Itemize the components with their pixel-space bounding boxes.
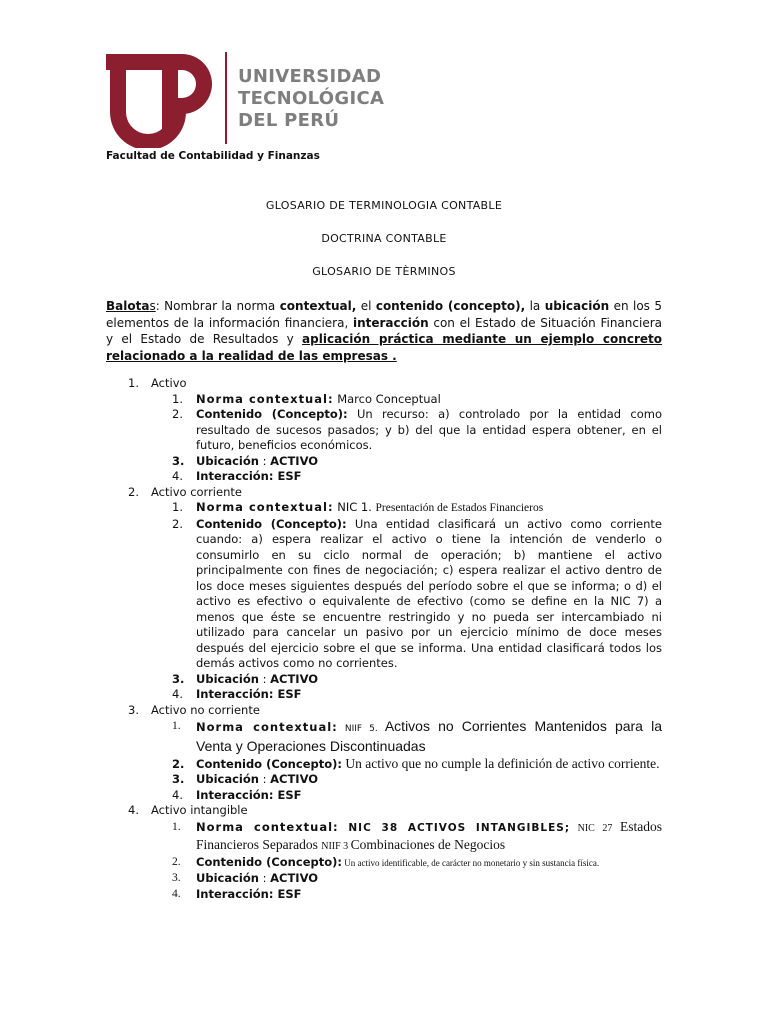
- norma-value-niif3: NIIF 3: [321, 840, 351, 852]
- ubicacion-label: Ubicación: [196, 671, 259, 686]
- logo-line-3: DEL PERÚ: [238, 110, 340, 131]
- sub-item-ubicacion: [0, 454, 662, 470]
- ubicacion-label: Ubicación: [196, 772, 259, 786]
- contenido-label: Contenido (Concepto):: [196, 854, 342, 869]
- sub-number: 3.: [172, 772, 185, 786]
- norma-value-title: Presentación de Estados Financieros: [375, 502, 544, 514]
- sub-item-contenido: [0, 517, 662, 672]
- interaccion-label: Interacción: ESF: [196, 469, 302, 483]
- norma-label: Norma contextual:: [196, 391, 334, 406]
- item-number: 4.: [128, 803, 139, 817]
- ubicacion-sep: :: [258, 671, 271, 686]
- norma-value: NIIF 5.: [337, 724, 385, 734]
- sub-number: 3.: [172, 453, 185, 468]
- sub-number: 1.: [172, 500, 183, 514]
- intro-text-4: en los 5 elementos de la información financiera,: [106, 299, 662, 330]
- sub-item-norma: [0, 819, 662, 855]
- interaccion-label: Interacción: ESF: [196, 886, 302, 901]
- balota-suffix: s: [149, 299, 156, 313]
- sub-item-contenido: [0, 855, 662, 872]
- sub-item-norma: [0, 392, 662, 408]
- contenido-value: Un recurso: a) controlado por la entidad como resultado de sucesos pasados; y b) del que la entidad espera obtener, en el futuro, beneficios económicos.: [196, 407, 663, 452]
- ubicacion-value: ACTIVO: [270, 871, 319, 885]
- intro-ubicacion: ubicación: [544, 299, 610, 313]
- interaccion-label: Interacción: ESF: [196, 687, 302, 701]
- intro-text-1: : Nombrar la norma: [155, 299, 280, 313]
- intro-contenido: contenido (concepto),: [375, 299, 526, 313]
- ubicacion-sep: :: [258, 871, 271, 885]
- item-number: 3.: [128, 702, 139, 717]
- sub-item-norma: [0, 718, 662, 756]
- intro-contextual: contextual,: [279, 299, 357, 313]
- sub-item-norma: [0, 500, 662, 517]
- sub-item-contenido: [0, 756, 662, 772]
- item-number: 2.: [128, 484, 139, 499]
- faculty-name: Facultad de Contabilidad y Finanzas: [106, 150, 320, 162]
- sub-number: 2.: [172, 516, 183, 531]
- logo-line-1: UNIVERSIDAD: [238, 66, 382, 87]
- norma-label: Norma contextual:: [196, 819, 339, 834]
- utp-logo-icon: [106, 50, 218, 148]
- sub-item-interaccion: [0, 887, 662, 903]
- sub-item-interaccion: [0, 469, 662, 485]
- list-item: [0, 803, 768, 819]
- sub-number: 2.: [172, 407, 183, 421]
- sub-item-contenido: [0, 407, 662, 454]
- intro-paragraph: [106, 298, 662, 364]
- sub-number: 1.: [172, 720, 181, 732]
- sub-number: 4.: [172, 887, 181, 900]
- sub-number: 4.: [172, 469, 183, 483]
- item-number: 1.: [128, 376, 139, 390]
- item-label: Activo: [151, 376, 187, 390]
- terms-list: [0, 376, 768, 902]
- intro-text-5: con el Estado de Situación Financiera y el Estado de Resultados y: [106, 315, 662, 346]
- sub-item-interaccion: [0, 788, 662, 804]
- sub-number: 2.: [172, 855, 181, 868]
- sub-item-ubicacion: [0, 772, 662, 788]
- title-terminos: GLOSARIO DE TÈRMINOS: [312, 265, 456, 278]
- intro-aplicacion: aplicación práctica mediante un ejemplo concreto relacionado a la realidad de las empresas .: [106, 332, 662, 363]
- list-item: [0, 376, 768, 392]
- interaccion-label: Interacción: ESF: [196, 787, 302, 802]
- ubicacion-value: ACTIVO: [270, 671, 319, 686]
- contenido-label: Contenido (Concepto):: [196, 407, 348, 421]
- sub-number: 2.: [172, 757, 185, 771]
- ubicacion-value: ACTIVO: [270, 453, 319, 468]
- sub-item-ubicacion: [0, 871, 662, 887]
- title-glosario: GLOSARIO DE TERMINOLOGIA CONTABLE: [265, 199, 503, 212]
- intro-text-2: el: [356, 299, 376, 313]
- norma-label: Norma contextual:: [196, 720, 338, 734]
- university-name: [238, 66, 384, 132]
- sub-number: 4.: [172, 687, 183, 701]
- list-item: [0, 703, 768, 719]
- item-label: Activo no corriente: [151, 702, 260, 717]
- balota-label: Balota: [106, 299, 150, 313]
- norma-value: Marco Conceptual: [333, 391, 441, 406]
- norma-label: Norma contextual:: [196, 500, 334, 514]
- ubicacion-value: ACTIVO: [270, 772, 319, 786]
- sub-item-interaccion: [0, 687, 662, 703]
- sub-number: 3.: [172, 671, 185, 686]
- title-doctrina: DOCTRINA CONTABLE: [321, 232, 447, 245]
- contenido-value: Un activo identificable, de carácter no monetario y sin sustancia física.: [341, 857, 600, 868]
- logo-line-2: TECNOLÓGICA: [238, 88, 385, 109]
- intro-interaccion: interacción: [352, 315, 429, 330]
- norma-value-nic38: NIC 38 ACTIVOS INTANGIBLES;: [338, 821, 571, 834]
- contenido-label: Contenido (Concepto):: [196, 757, 342, 771]
- norma-value-combinaciones: Combinaciones de Negocios: [350, 836, 506, 852]
- sub-item-ubicacion: [0, 672, 662, 688]
- sub-number: 4.: [172, 787, 183, 802]
- norma-value-title: Activos no Corrientes Mantenidos para la Venta y Operaciones Discontinuadas: [196, 718, 662, 754]
- list-item: [0, 485, 768, 501]
- contenido-value: Una entidad clasificará un activo como corriente cuando: a) espera realizar el activo o tiene la intención de venderlo o consumirlo en su ciclo normal de operación; b) mantiene el activo principalmente con fines de negociación; c) espera realizar el activo dentro de los doce meses siguientes después del período sobre el que se informa; o d) el activo es efectivo o equivalente de efectivo (como se define en la NIC 7) a menos que éste se encuentre restringido y no pueda ser intercambiado ni utilizado para cancelar un pasivo por un ejercicio mínimo de doce meses después del ejercicio sobre el que se informa. Una entidad clasificará todos los demás activos como no corrientes.: [196, 516, 662, 670]
- item-label: Activo corriente: [151, 484, 242, 499]
- contenido-value: Un activo que no cumple la definición de activo corriente.: [341, 756, 660, 771]
- ubicacion-label: Ubicación: [196, 453, 259, 468]
- norma-value-nic27: NIC 27: [570, 822, 620, 834]
- ubicacion-sep: :: [258, 453, 271, 468]
- norma-value: NIC 1.: [333, 500, 376, 514]
- item-label: Activo intangible: [151, 803, 248, 817]
- intro-text-3: la: [525, 299, 545, 313]
- ubicacion-label: Ubicación: [196, 871, 259, 885]
- norma-value-separados: Estados Financieros Separados: [196, 818, 662, 852]
- sub-number: 3.: [172, 872, 181, 884]
- sub-number: 1.: [172, 391, 183, 406]
- contenido-label: Contenido (Concepto):: [196, 516, 347, 531]
- logo-divider: [225, 52, 227, 144]
- ubicacion-sep: :: [258, 772, 271, 786]
- sub-number: 1.: [172, 820, 181, 833]
